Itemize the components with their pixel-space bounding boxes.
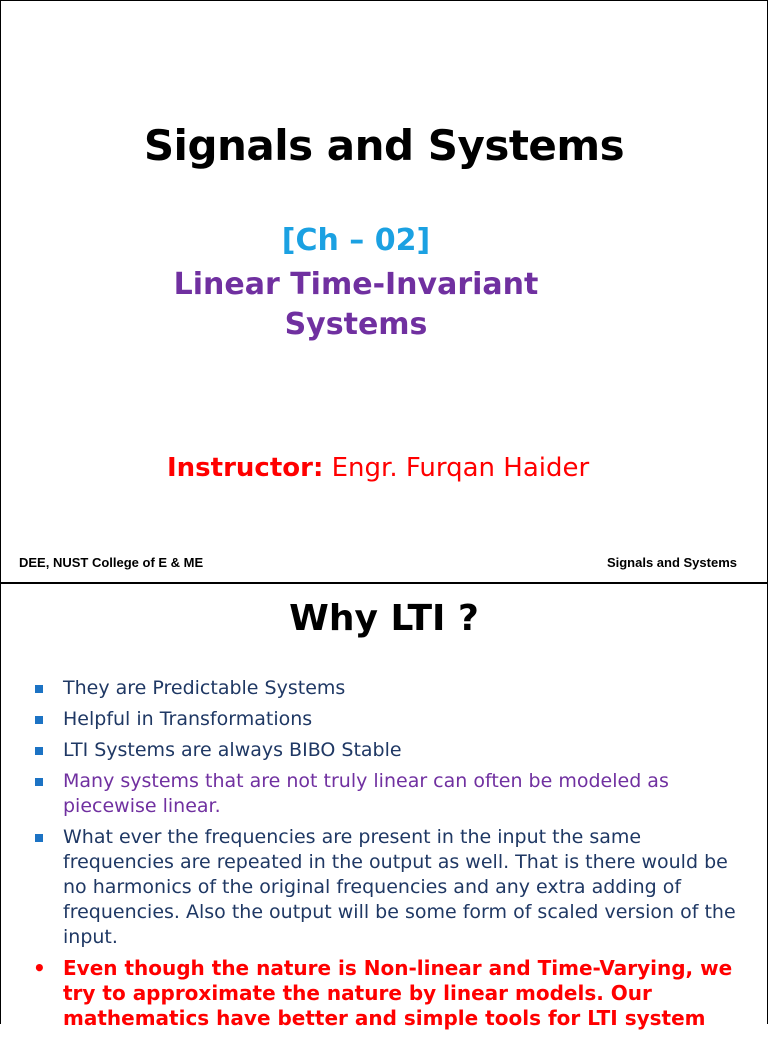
bullet-list [33, 676, 743, 1037]
chapter-label: [Ch – 02] [281, 223, 431, 258]
list-item [33, 825, 743, 950]
list-item [33, 769, 743, 819]
chapter-subtitle [1, 265, 711, 345]
square-bullet-icon [35, 747, 43, 755]
square-bullet-icon [35, 778, 43, 786]
square-bullet-icon [35, 716, 43, 724]
bullet-text: Helpful in Transformations [63, 708, 313, 730]
round-bullet-icon: • [33, 956, 46, 980]
subtitle-line-1: Linear Time-Invariant [173, 267, 539, 302]
instructor-line [167, 453, 589, 483]
list-item [33, 738, 743, 763]
list-item [33, 707, 743, 732]
footer-right: Signals and Systems [606, 555, 737, 570]
bullet-text: LTI Systems are always BIBO Stable [63, 739, 402, 761]
list-item [33, 956, 743, 1031]
bullet-text: What ever the frequencies are present in the input the same frequencies are repeated in the output as well. That is there would be no harmonics of the original frequencies and any extra adding of frequencies. Also the output will be some form of scaled version of the input. [63, 826, 736, 948]
slide-heading: Why LTI ? [289, 598, 479, 639]
bullet-text: Even though the nature is Non-linear and Time-Varying, we try to approximate the nature by linear models. Our mathematics have better and simple tools for LTI system [63, 956, 733, 1030]
slide-why-lti [0, 583, 768, 1030]
square-bullet-icon [35, 685, 43, 693]
square-bullet-icon [35, 834, 43, 842]
bullet-text: They are Predictable Systems [63, 677, 346, 699]
slide-title-heading: Signals and Systems [143, 121, 625, 170]
instructor-name: Engr. Furqan Haider [323, 453, 590, 483]
subtitle-line-2: Systems [284, 307, 428, 342]
list-item [33, 676, 743, 701]
footer-left: DEE, NUST College of E & ME [19, 555, 204, 570]
bullet-text: Many systems that are not truly linear can often be modeled as piecewise linear. [63, 770, 669, 817]
instructor-label: Instructor: [167, 453, 324, 483]
